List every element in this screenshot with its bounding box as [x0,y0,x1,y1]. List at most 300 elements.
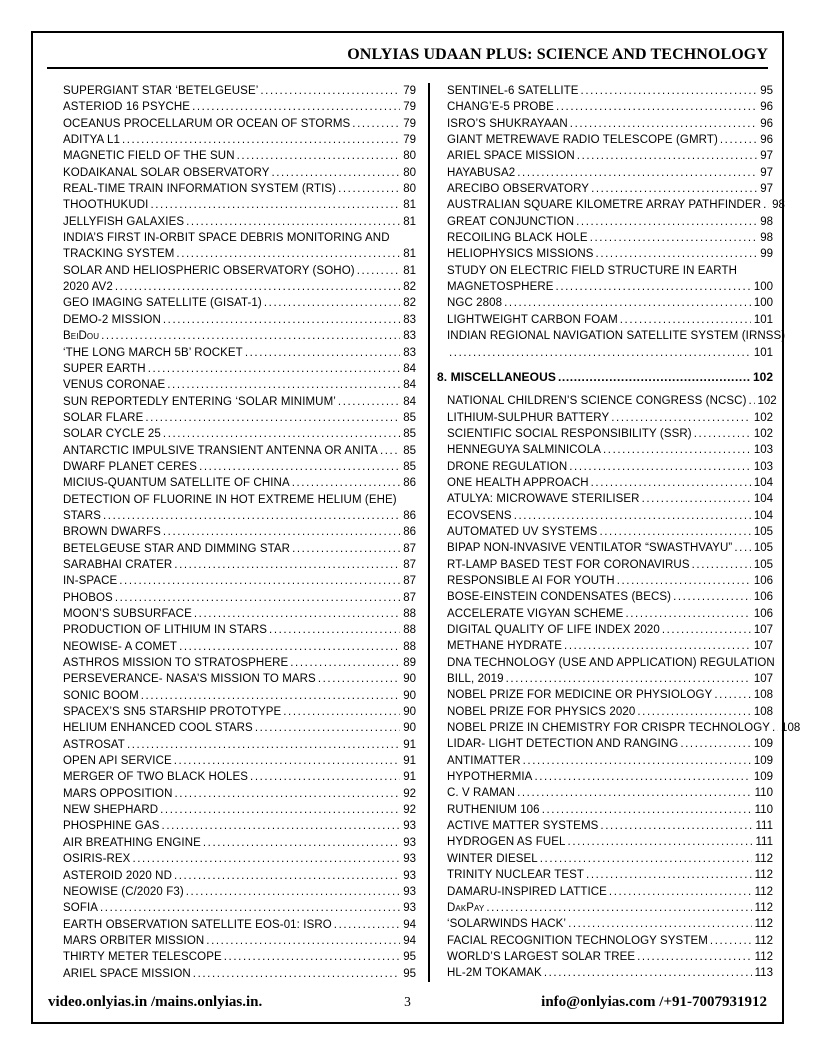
toc-entry-row[interactable] [447,83,773,99]
toc-body [33,83,801,982]
toc-entry-row[interactable] [447,573,773,589]
toc-entry-page: 92 [403,804,416,817]
toc-dot-leader [542,802,752,818]
toc-entry-row[interactable] [447,491,773,507]
toc-entry-page: 96 [760,134,773,147]
toc-entry-row[interactable] [447,802,773,818]
toc-entry-row[interactable] [447,884,773,900]
toc-dot-leader [292,475,400,491]
toc-entry-row[interactable] [63,214,416,230]
toc-entry-row[interactable] [447,589,773,605]
toc-dot-leader [611,410,751,426]
toc-entry-row[interactable] [63,312,416,328]
toc-entry-row[interactable] [63,753,416,769]
toc-entry-title: DWARF PLANET CERES [63,460,198,473]
toc-dot-leader [506,671,751,687]
toc-entry-title: ATULYA: MICROWAVE STERILISER [447,493,640,506]
toc-entry-page: 104 [753,476,773,489]
toc-entry-row[interactable] [63,835,416,851]
toc-entry-row[interactable] [63,295,416,311]
toc-entry-row[interactable] [63,263,416,279]
toc-entry-title: HYDROGEN AS FUEL [447,836,566,849]
toc-dot-leader [203,835,400,851]
toc-entry-page: 81 [403,248,416,261]
toc-entry-page: 108 [781,722,801,735]
toc-entry-row[interactable] [447,426,773,442]
footer-page-number: 3 [404,994,411,1009]
toc-entry-row[interactable] [447,818,773,834]
toc-entry-page: 82 [403,281,416,294]
toc-entry-row[interactable] [63,851,416,867]
toc-dot-leader [642,491,751,507]
toc-entry-row[interactable] [63,737,416,753]
toc-entry-row[interactable] [447,279,773,295]
toc-entry-title: DETECTION OF FLUORINE IN HOT EXTREME HELIUM (EHE) [63,493,397,506]
toc-dot-leader [591,475,751,491]
toc-entry-row[interactable] [63,933,416,949]
toc-entry-title: ARIEL SPACE MISSION [63,967,191,980]
toc-dot-leader [568,834,753,850]
toc-dot-leader [175,786,401,802]
toc-dot-leader [193,966,400,982]
toc-entry-row[interactable] [447,753,773,769]
toc-entry-page: 94 [403,934,416,947]
toc-entry-row[interactable] [63,279,416,295]
toc-entry-page: 93 [403,836,416,849]
toc-entry-page: 109 [753,738,773,751]
toc-entry-row[interactable] [63,394,416,410]
toc-entry-row[interactable] [447,638,773,654]
toc-entry-page: 90 [403,722,416,735]
toc-dot-leader [570,116,757,132]
toc-entry-page: 103 [753,444,773,457]
toc-entry-row[interactable] [447,557,773,573]
toc-entry-row[interactable] [447,246,773,262]
toc-entry-row[interactable] [447,475,773,491]
toc-entry-row[interactable] [63,181,416,197]
toc-entry-title: NEOWISE (C/2020 F3) [63,885,184,898]
toc-entry-title: MOON’S SUBSURFACE [63,608,192,620]
toc-entry-row[interactable] [63,802,416,818]
toc-dot-leader [558,369,750,385]
toc-dot-leader [141,688,400,704]
toc-entry-title: EARTH OBSERVATION SATELLITE EOS-01: ISRO [63,918,332,931]
toc-entry-title: RECOILING BLACK HOLE [447,232,588,245]
toc-entry-row[interactable] [447,606,773,622]
toc-entry-row[interactable] [63,83,416,99]
toc-entry-row[interactable] [447,720,801,736]
toc-dot-leader [603,442,751,458]
toc-entry-row[interactable] [63,246,416,262]
toc-dot-leader [290,655,400,671]
toc-dot-leader [199,459,400,475]
toc-entry-title: FACIAL RECOGNITION TECHNOLOGY SYSTEM [447,934,708,947]
toc-entry-page: 99 [760,248,773,261]
toc-entry-row[interactable] [63,165,416,181]
toc-entry-title: NOBEL PRIZE IN CHEMISTRY FOR CRISPR TECHNOLOGY [447,722,771,735]
toc-dot-leader [101,328,400,344]
toc-entry-row[interactable] [63,361,416,377]
toc-dot-leader [255,720,400,736]
toc-entry-title: ANTIMATTER [447,754,521,767]
toc-entry-row[interactable] [63,377,416,393]
toc-entry-page: 97 [760,150,773,163]
header-rule [47,67,768,69]
page-header [33,33,782,69]
toc-entry-row[interactable] [447,622,773,638]
toc-entry-title: JELLYFISH GALAXIES [63,215,185,228]
toc-entry-page: 112 [754,934,773,947]
toc-entry-title: ‘THE LONG MARCH 5B’ ROCKET [63,346,243,359]
toc-entry-page: 91 [403,738,416,751]
toc-entry-row[interactable] [447,933,773,949]
toc-entry-row[interactable] [63,99,416,115]
toc-entry-title: NATIONAL CHILDREN’S SCIENCE CONGRESS (NCSC) [447,395,747,408]
toc-entry-row[interactable] [447,295,773,311]
toc-entry-page: 112 [754,885,773,898]
toc-entry-title: 2020 AV2 [63,281,113,294]
toc-entry-page: 105 [753,558,773,571]
toc-entry-row[interactable] [63,345,416,361]
toc-entry-row[interactable] [63,655,416,671]
toc-entry-title: BETELGEUSE STAR AND DIMMING STAR [63,542,291,555]
toc-entry-title: OPEN API SERVICE [63,755,172,768]
toc-entry-row[interactable] [447,345,773,361]
toc-entry-title: METHANE HYDRATE [447,640,563,653]
toc-entry-page: 106 [753,607,773,620]
toc-entry-title: ARECIBO OBSERVATORY [447,183,590,196]
toc-entry-row[interactable] [63,573,416,589]
toc-entry-page: 85 [403,460,416,473]
toc-entry-page: 87 [403,558,416,571]
toc-entry-page: 102 [752,369,773,384]
toc-entry-title: AIR BREATHING ENGINE [63,836,201,849]
toc-dot-leader [617,573,751,589]
toc-entry-page: 113 [754,967,773,980]
toc-entry-page: 96 [760,101,773,114]
toc-entry-row[interactable] [63,426,416,442]
toc-entry-row[interactable] [63,557,416,573]
toc-entry-row[interactable] [447,99,773,115]
toc-dot-leader [174,868,400,884]
toc-column-left [63,83,416,982]
toc-entry-title: SENTINEL-6 SATELLITE [447,85,579,97]
toc-entry-page: 90 [403,673,416,686]
toc-entry-row[interactable] [447,704,773,720]
toc-entry-title: NGC 2808 [447,297,503,310]
footer-contact[interactable]: info@onlyias.com /+91-7007931912 [541,994,767,1010]
toc-entry-title: OSIRIS-REX [63,853,131,866]
toc-entry-page: 98 [760,232,773,245]
toc-entry-row[interactable] [63,786,416,802]
toc-entry-row[interactable] [447,263,773,279]
toc-dot-leader [179,639,400,655]
toc-entry-row[interactable] [63,230,416,246]
toc-entry-title: NOBEL PRIZE FOR PHYSICS 2020 [447,705,636,718]
toc-entry-row[interactable] [447,900,773,916]
toc-entry-page: 93 [403,885,416,898]
toc-entry-row[interactable] [447,328,786,344]
toc-dot-leader [119,573,400,589]
toc-dot-leader [148,361,401,377]
toc-entry-title: PHOSPHINE GAS [63,820,160,833]
toc-dot-leader [122,132,400,148]
toc-entry-row[interactable] [63,443,416,459]
toc-entry-page: 86 [403,526,416,539]
toc-entry-title: RUTHENIUM 106 [447,803,540,816]
toc-dot-leader [577,148,757,164]
toc-entry-page: 79 [403,134,416,147]
toc-entry-row[interactable] [63,966,416,982]
toc-dot-leader [720,132,757,148]
toc-entry-page: 96 [760,117,773,130]
toc-entry-row[interactable] [63,328,416,344]
toc-entry-page: 107 [753,673,773,686]
toc-entry-row[interactable] [63,475,416,491]
toc-entry-title: IN-SPACE [63,575,118,588]
toc-dot-leader [637,704,750,720]
toc-entry-row[interactable] [447,181,773,197]
toc-dot-leader [692,557,751,573]
toc-entry-page: 87 [403,575,416,588]
toc-dot-leader [625,606,750,622]
toc-entry-title: DNA TECHNOLOGY (USE AND APPLICATION) REGULATION [447,656,775,669]
toc-entry-row[interactable] [447,312,773,328]
toc-dot-leader [250,769,400,785]
toc-entry-title: RESPONSIBLE AI FOR YOUTH [447,574,615,587]
toc-entry-row[interactable] [63,818,416,834]
toc-entry-title: SUPER EARTH [63,362,146,375]
toc-entry-row[interactable] [63,917,416,933]
toc-dot-leader [127,737,400,753]
toc-entry-row[interactable] [63,116,416,132]
toc-entry-row[interactable] [447,736,773,752]
toc-dot-leader [338,181,400,197]
toc-column-right [437,83,801,982]
toc-entry-page: 90 [403,689,416,702]
toc-entry-page: 88 [403,640,416,653]
toc-entry-row[interactable] [447,459,773,475]
toc-entry-title: SUN REPORTEDLY ENTERING ‘SOLAR MINIMUM’ [63,395,336,408]
toc-dot-leader [662,622,751,638]
toc-entry-page: 102 [757,395,777,408]
toc-entry-title: ASTERIOD 16 PSYCHE [63,101,191,114]
toc-entry-page: 93 [403,902,416,915]
toc-entry-page: 109 [753,771,773,784]
toc-section-row[interactable] [437,369,773,385]
toc-dot-leader [115,279,400,295]
toc-dot-leader [637,949,752,965]
toc-dot-leader [100,900,400,916]
toc-entry-row[interactable] [63,884,416,900]
toc-dot-leader [714,687,750,703]
toc-entry-title: ‘SOLARWINDS HACK’ [447,918,567,931]
toc-entry-row[interactable] [447,442,773,458]
toc-entry-title: ONE HEALTH APPROACH [447,476,589,489]
toc-entry-title: DIGITAL QUALITY OF LIFE INDEX 2020 [447,624,660,636]
toc-entry-title: PRODUCTION OF LITHIUM IN STARS [63,624,268,637]
toc-dot-leader [357,263,401,279]
toc-entry-title: VENUS CORONAE [63,379,166,392]
toc-entry-title: BeiDou [63,330,100,343]
toc-entry-row[interactable] [447,230,773,246]
toc-entry-row[interactable] [447,540,773,556]
toc-dot-leader [590,230,758,246]
toc-entry-title: HELIUM ENHANCED COOL STARS [63,722,253,735]
toc-entry-row[interactable] [63,688,416,704]
page-border [31,31,801,1024]
toc-entry-page: 106 [753,591,773,604]
toc-entry-page: 80 [403,166,416,179]
toc-entry-title: BOSE-EINSTEIN CONDENSATES (BECS) [447,591,672,604]
toc-entry-row[interactable] [63,769,416,785]
toc-entry-title: LITHIUM-SULPHUR BATTERY [447,411,610,424]
toc-entry-row[interactable] [447,867,773,883]
toc-dot-leader [264,295,400,311]
toc-entry-row[interactable] [447,214,773,230]
toc-dot-leader [504,295,751,311]
toc-entry-title: ISRO’S SHUKRAYAAN [447,117,568,130]
toc-dot-leader [449,345,751,361]
toc-entry-row[interactable] [447,524,773,540]
toc-entry-row[interactable] [63,622,416,638]
toc-entry-row[interactable] [447,916,773,932]
toc-entry-page: 88 [403,624,416,637]
toc-entry-row[interactable] [63,541,416,557]
toc-dot-leader [283,704,400,720]
toc-dot-leader [352,116,400,132]
toc-entry-title: BILL, 2019 [447,673,504,686]
toc-entry-row[interactable] [63,508,416,524]
toc-entry-row[interactable] [63,704,416,720]
toc-entry-row[interactable] [447,769,773,785]
toc-entry-title: SOLAR AND HELIOSPHERIC OBSERVATORY (SOHO) [63,264,355,277]
toc-dot-leader [174,753,400,769]
toc-entry-row[interactable] [63,900,416,916]
toc-entry-title: INDIA’S FIRST IN-ORBIT SPACE DEBRIS MONITORING AND [63,232,390,245]
toc-dot-leader [694,426,751,442]
toc-entry-title: TRACKING SYSTEM [63,248,175,261]
toc-dot-leader [206,933,400,949]
toc-entry-page: 105 [753,542,773,555]
toc-entry-row[interactable] [447,116,773,132]
toc-entry-row[interactable] [63,949,416,965]
toc-dot-leader [523,753,751,769]
toc-dot-leader [576,214,757,230]
toc-entry-row[interactable] [63,410,416,426]
footer-links[interactable]: video.onlyias.in /mains.onlyias.in. [48,994,263,1010]
toc-entry-page: 84 [403,395,416,408]
toc-entry-page: 112 [754,852,773,865]
toc-entry-title: WINTER DIESEL [447,852,538,865]
toc-entry-row[interactable] [447,965,773,981]
toc-entry-row[interactable] [63,132,416,148]
toc-entry-title: NEOWISE- A COMET [63,640,178,653]
toc-entry-page: 98 [772,199,785,212]
toc-entry-row[interactable] [63,606,416,622]
toc-entry-title: SOLAR CYCLE 25 [63,428,161,441]
toc-dot-leader [162,818,401,834]
toc-entry-page: 109 [753,754,773,767]
toc-entry-page: 83 [403,346,416,359]
toc-entry-title: SUPERGIANT STAR ‘BETELGEUSE’ [63,85,259,97]
toc-entry-row[interactable] [447,165,773,181]
toc-entry-row[interactable] [447,508,773,524]
toc-entry-title: SARABHAI CRATER [63,558,173,571]
toc-entry-row[interactable] [447,655,773,671]
toc-entry-row[interactable] [447,687,773,703]
toc-entry-row[interactable] [447,834,773,850]
toc-entry-page: 112 [754,869,773,882]
toc-entry-row[interactable] [447,148,773,164]
toc-entry-row[interactable] [447,785,773,801]
toc-entry-page: 81 [403,215,416,228]
toc-entry-page: 80 [403,183,416,196]
toc-entry-title: TRINITY NUCLEAR TEST [447,869,585,882]
toc-entry-row[interactable] [63,197,416,213]
toc-entry-page: 111 [755,820,773,833]
toc-dot-leader [568,916,752,932]
toc-entry-row[interactable] [63,590,416,606]
toc-entry-page: 94 [403,918,416,931]
toc-entry-row[interactable] [447,393,777,409]
toc-entry-page: 97 [760,166,773,179]
toc-entry-page: 83 [403,313,416,326]
toc-entry-title: HAYABUSA2 [447,166,516,179]
toc-dot-leader [163,426,400,442]
toc-entry-title: ARIEL SPACE MISSION [447,150,575,163]
toc-entry-page: 79 [403,85,416,97]
toc-entry-page: 86 [403,477,416,490]
toc-dot-leader [486,900,751,916]
toc-entry-row[interactable] [447,197,785,213]
toc-dot-leader [167,377,400,393]
toc-entry-title: REAL-TIME TRAIN INFORMATION SYSTEM (RTIS) [63,183,337,196]
toc-entry-row[interactable] [447,671,773,687]
toc-entry-row[interactable] [447,410,773,426]
toc-entry-page: 108 [753,689,773,702]
toc-dot-leader [334,917,400,933]
toc-dot-leader [586,867,752,883]
toc-entry-row[interactable] [63,459,416,475]
toc-entry-page: 88 [403,608,416,620]
toc-entry-row[interactable] [63,868,416,884]
toc-dot-leader [680,736,751,752]
toc-entry-page: 105 [753,525,773,538]
toc-entry-page: 97 [760,183,773,196]
toc-entry-title: MICIUS-QUANTUM SATELLITE OF CHINA [63,477,290,490]
toc-entry-page: 87 [403,591,416,604]
toc-entry-row[interactable] [63,148,416,164]
toc-dot-leader [596,246,758,262]
toc-entry-page: 79 [403,101,416,114]
toc-entry-row[interactable] [447,949,773,965]
toc-entry-row[interactable] [447,132,773,148]
toc-entry-row[interactable] [63,720,416,736]
toc-entry-row[interactable] [63,524,416,540]
toc-dot-leader [734,540,750,556]
toc-entry-row[interactable] [63,492,416,508]
toc-entry-title: THOOTHUKUDI [63,199,149,212]
toc-entry-row[interactable] [447,851,773,867]
toc-entry-page: 112 [754,918,773,931]
toc-entry-row[interactable] [63,671,416,687]
toc-dot-leader [581,83,758,99]
toc-entry-row[interactable] [63,639,416,655]
toc-dot-leader [318,671,400,687]
toc-dot-leader [269,622,400,638]
toc-entry-title: PHOBOS [63,591,113,604]
